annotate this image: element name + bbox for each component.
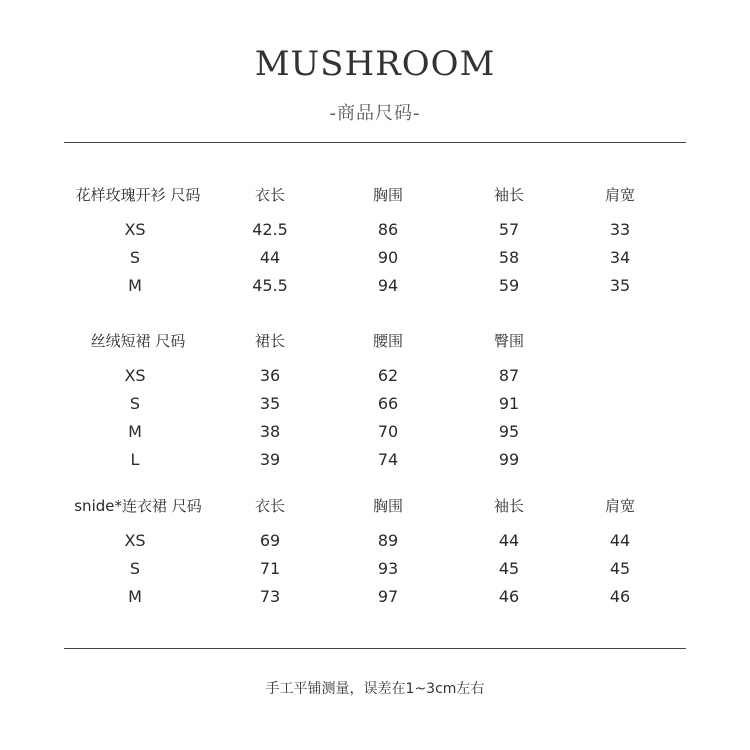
size-value: 39 <box>259 450 281 469</box>
size-value: 62 <box>377 366 399 385</box>
size-label: S <box>129 559 141 578</box>
size-value: 95 <box>498 422 520 441</box>
table-title: 花样玫瑰开衫 尺码 <box>75 186 201 204</box>
size-value: 91 <box>498 394 520 413</box>
size-value: 87 <box>498 366 520 385</box>
size-value: 93 <box>377 559 399 578</box>
size-value: 71 <box>259 559 281 578</box>
size-value: 59 <box>498 276 520 295</box>
size-value: 44 <box>498 531 520 550</box>
size-value: 38 <box>259 422 281 441</box>
size-value: 57 <box>498 220 520 239</box>
size-value: 34 <box>609 248 631 267</box>
size-value: 44 <box>609 531 631 550</box>
size-value: 44 <box>259 248 281 267</box>
size-value: 70 <box>377 422 399 441</box>
size-label: S <box>129 248 141 267</box>
size-value: 35 <box>259 394 281 413</box>
size-value: 99 <box>498 450 520 469</box>
size-label: M <box>128 587 142 606</box>
size-value: 97 <box>377 587 399 606</box>
size-value: 36 <box>259 366 281 385</box>
column-header: 臀围 <box>493 332 525 350</box>
column-header: 肩宽 <box>604 497 636 515</box>
column-header: 胸围 <box>372 497 404 515</box>
size-value: 33 <box>609 220 631 239</box>
size-value: 45.5 <box>252 276 288 295</box>
column-header: 袖长 <box>493 497 525 515</box>
size-label: XS <box>124 220 146 239</box>
column-header: 腰围 <box>372 332 404 350</box>
size-value: 35 <box>609 276 631 295</box>
size-value: 74 <box>377 450 399 469</box>
table-title: 丝绒短裙 尺码 <box>90 332 186 350</box>
size-value: 58 <box>498 248 520 267</box>
size-value: 42.5 <box>252 220 288 239</box>
table-title: snide*连衣裙 尺码 <box>74 497 202 515</box>
column-header: 衣长 <box>254 497 286 515</box>
column-header: 肩宽 <box>604 186 636 204</box>
size-label: XS <box>124 531 146 550</box>
size-value: 46 <box>498 587 520 606</box>
size-value: 73 <box>259 587 281 606</box>
size-value: 86 <box>377 220 399 239</box>
size-value: 69 <box>259 531 281 550</box>
bottom-divider <box>64 648 686 649</box>
size-value: 66 <box>377 394 399 413</box>
size-value: 89 <box>377 531 399 550</box>
column-header: 袖长 <box>493 186 525 204</box>
size-label: S <box>129 394 141 413</box>
column-header: 裙长 <box>254 332 286 350</box>
size-value: 45 <box>609 559 631 578</box>
column-header: 胸围 <box>372 186 404 204</box>
size-label: M <box>128 276 142 295</box>
size-label: M <box>128 422 142 441</box>
column-header: 衣长 <box>254 186 286 204</box>
page-subtitle: -商品尺码- <box>329 103 421 124</box>
brand-logo: MUSHROOM <box>254 44 496 84</box>
size-value: 90 <box>377 248 399 267</box>
size-value: 45 <box>498 559 520 578</box>
measurement-note: 手工平铺测量，误差在1~3cm左右 <box>265 681 485 697</box>
size-label: XS <box>124 366 146 385</box>
size-value: 94 <box>377 276 399 295</box>
size-value: 46 <box>609 587 631 606</box>
size-label: L <box>130 450 140 469</box>
top-divider <box>64 142 686 143</box>
